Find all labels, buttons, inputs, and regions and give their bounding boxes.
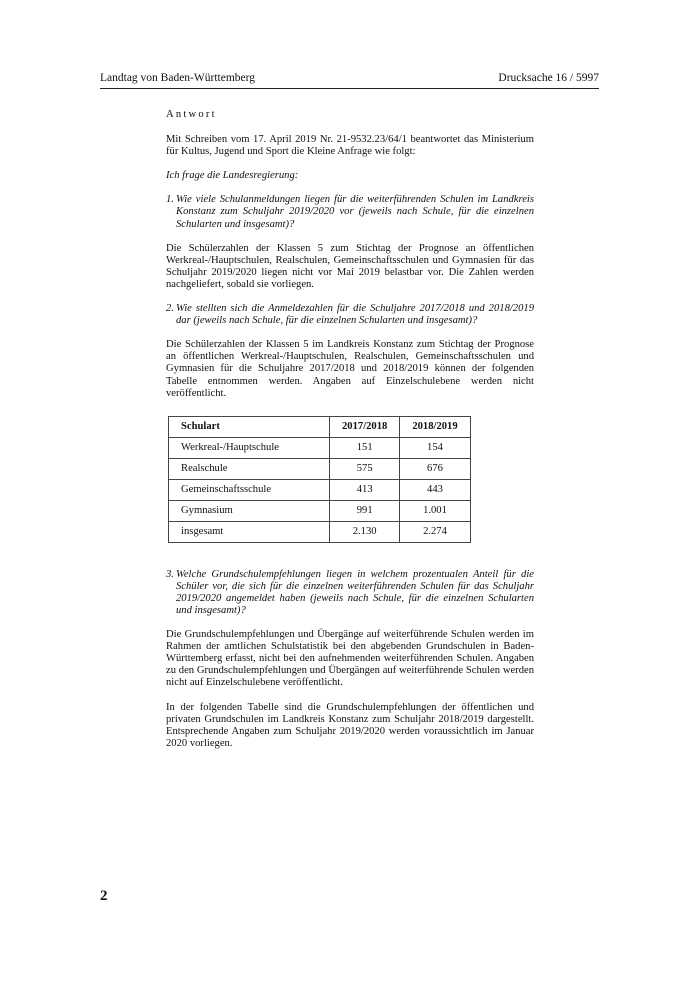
- table-cell: 413: [330, 479, 400, 500]
- question-intro: Ich frage die Landesregierung:: [166, 170, 299, 182]
- table-cell: 154: [400, 437, 470, 458]
- answer-1: Die Schülerzahlen der Klassen 5 zum Stichtag der Prognose an öffentlichen Werkreal-/Hauptschulen, Realschulen, Gemeinschaftsschulen und Gymnasien für das Schuljahr 2019/2020 liegen nicht vor Mai 2019 belastbar vor. Die Zahlen werden nachgeliefert, sobald sie vorliegen.: [166, 242, 534, 290]
- question-1-text: Wie viele Schulanmeldungen liegen für die weiterführenden Schulen im Landkreis Konstanz zum Schuljahr 2019/2020 vor (jeweils nach Schule, für die einzelnen Schularten und insgesamt)?: [176, 194, 534, 230]
- table-cell: 2.130: [330, 521, 400, 542]
- document-body: [166, 109, 534, 762]
- table-cell: 443: [400, 479, 470, 500]
- table-cell: 2.274: [400, 521, 470, 542]
- table-cell: 676: [400, 458, 470, 479]
- table-cell: Gymnasium: [169, 500, 330, 521]
- page-header: [100, 72, 599, 89]
- table-cell: insgesamt: [169, 521, 330, 542]
- header-left: Landtag von Baden-Württemberg: [100, 72, 255, 84]
- answer-3-paragraph-2: In der folgenden Tabelle sind die Grundschulempfehlungen der öffentlichen und privaten Grundschulen im Landkreis Konstanz zum Schuljahr 2018/2019 dargestellt. Entsprechende Angaben zum Schuljahr 2019/2020 werden voraussichtlich im Januar 2020 vorliegen.: [166, 701, 534, 749]
- table-header-cell: Schulart: [169, 416, 330, 437]
- question-3-text: Welche Grundschulempfehlungen liegen in welchem prozentualen Anteil für die Schüler vor, die sich für die einzelnen weiterführenden Schulen für das Schuljahr 2019/2020 angemeldet haben (jeweils nach Schule, für die einzelnen Schularten und insgesamt)?: [176, 568, 534, 616]
- header-right: Drucksache 16 / 5997: [498, 72, 599, 84]
- table-row: [169, 437, 471, 458]
- table-row: [169, 521, 471, 542]
- question-1-number: 1.: [166, 194, 174, 206]
- table-cell: Realschule: [169, 458, 330, 479]
- table-cell: Werkreal-/Hauptschule: [169, 437, 330, 458]
- question-3: [166, 569, 534, 617]
- table-cell: Gemeinschaftsschule: [169, 479, 330, 500]
- table-cell: 575: [330, 458, 400, 479]
- table-cell: 991: [330, 500, 400, 521]
- question-2-text: Wie stellten sich die Anmeldezahlen für die Schuljahre 2017/2018 und 2018/2019 dar (jeweils nach Schule, für die einzelnen Schularten und insgesamt)?: [176, 303, 534, 327]
- page-number: 2: [100, 888, 108, 904]
- question-1: [166, 194, 534, 230]
- table-row: [169, 458, 471, 479]
- question-3-number: 3.: [166, 568, 174, 580]
- question-2-number: 2.: [166, 303, 174, 315]
- table-header-cell: 2017/2018: [330, 416, 400, 437]
- intro-paragraph: Mit Schreiben vom 17. April 2019 Nr. 21-9532.23/64/1 beantwortet das Ministerium für Kultus, Jugend und Sport die Kleine Anfrage wie folgt:: [166, 134, 534, 158]
- enrollment-table: [168, 416, 471, 543]
- table-header-row: [169, 416, 471, 437]
- table-header-cell: 2018/2019: [400, 416, 470, 437]
- answer-3-paragraph-1: Die Grundschulempfehlungen und Übergänge auf weiterführende Schulen werden im Rahmen der amtlichen Schulstatistik bei den abgebenden Grundschulen in Baden-Württemberg erfasst, nicht bei den aufnehmenden weiterführenden Schulen. Angaben zu den Grundschulempfehlungen und Übergängen auf weiterführende Schulen werden nicht auf Einzelschulebene veröffentlicht.: [166, 629, 534, 689]
- table-cell: 1.001: [400, 500, 470, 521]
- question-2: [166, 303, 534, 327]
- table-row: [169, 479, 471, 500]
- table-cell: 151: [330, 437, 400, 458]
- answer-heading: Antwort: [166, 109, 217, 120]
- table-row: [169, 500, 471, 521]
- answer-2: Die Schülerzahlen der Klassen 5 im Landkreis Konstanz zum Stichtag der Prognose an öffentlichen Werkreal-/Hauptschulen, Realschulen, Gemeinschaftsschulen und Gymnasien für die Schuljahre 2017/2018 und 2018/2019 können der folgenden Tabelle entnommen werden. Angaben auf Einzelschulebene werden nicht veröffentlicht.: [166, 339, 534, 399]
